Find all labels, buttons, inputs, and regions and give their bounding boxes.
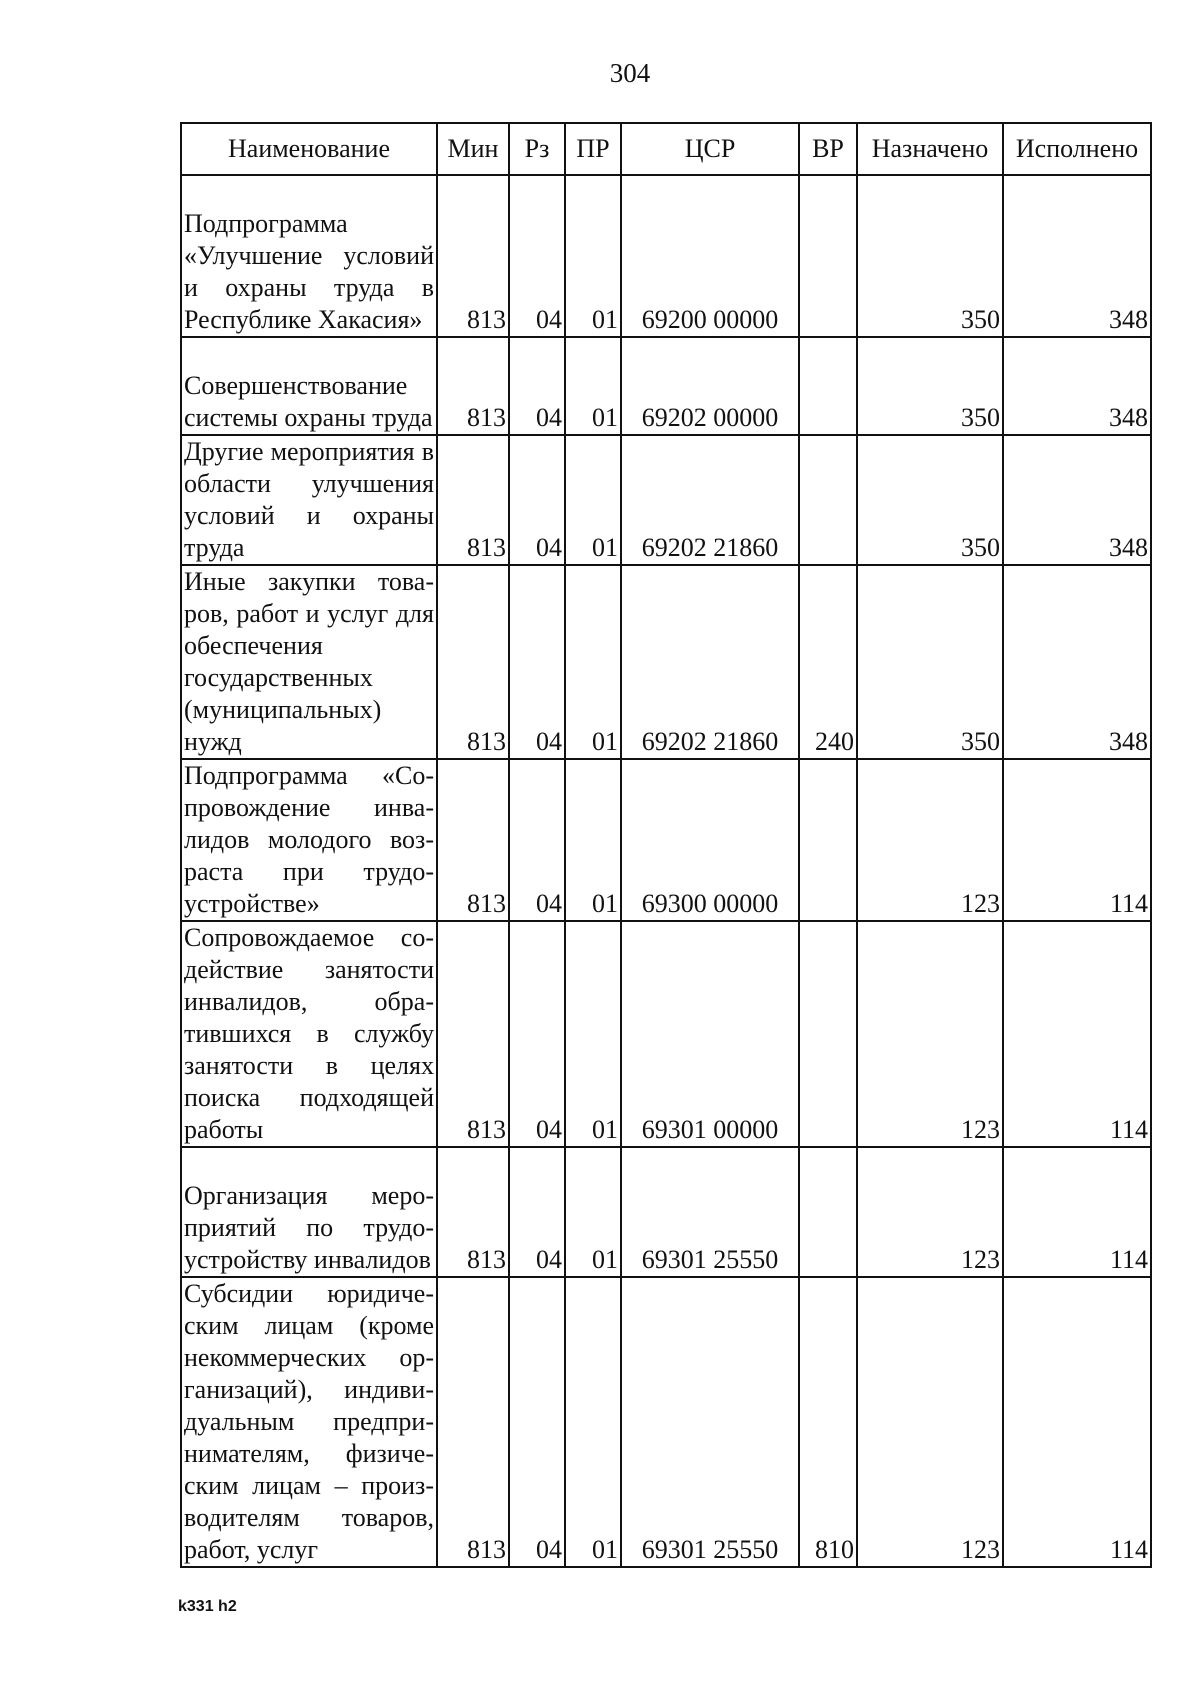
table-row (181, 435, 1151, 565)
cell-csr: 69301 25550 (621, 1277, 799, 1567)
table-row (181, 565, 1151, 759)
header-assigned: Назначено (857, 123, 1003, 175)
header-min: Мин (437, 123, 509, 175)
cell-rz: 04 (509, 565, 565, 759)
cell-rz: 04 (509, 435, 565, 565)
table-row (181, 1147, 1151, 1277)
cell-min: 813 (437, 759, 509, 921)
header-pr: ПР (565, 123, 621, 175)
table-row (181, 175, 1151, 337)
cell-assigned: 350 (857, 435, 1003, 565)
cell-assigned: 350 (857, 337, 1003, 435)
table-row (181, 337, 1151, 435)
cell-vr (799, 175, 857, 337)
cell-vr: 240 (799, 565, 857, 759)
cell-pr: 01 (565, 565, 621, 759)
cell-csr: 69202 21860 (621, 435, 799, 565)
cell-assigned: 350 (857, 565, 1003, 759)
cell-name: Субсидии юридическим лицам (кроме некоммерческих организаций), индивидуальным предпринимателям, физическим лицам – производителям товаров, работ, услуг (181, 1277, 437, 1567)
cell-executed: 348 (1003, 175, 1151, 337)
budget-table (180, 122, 1152, 1568)
cell-min: 813 (437, 337, 509, 435)
cell-csr: 69301 00000 (621, 921, 799, 1147)
cell-executed: 114 (1003, 1147, 1151, 1277)
cell-min: 813 (437, 1147, 509, 1277)
cell-name: Организация мероприятий по трудоустройству инвалидов (181, 1147, 437, 1277)
cell-name: Подпрограмма «Улучшение условий и охраны труда в Республике Хакасия» (181, 175, 437, 337)
cell-min: 813 (437, 175, 509, 337)
header-executed: Исполнено (1003, 123, 1151, 175)
cell-rz: 04 (509, 1277, 565, 1567)
cell-assigned: 123 (857, 1277, 1003, 1567)
cell-pr: 01 (565, 1147, 621, 1277)
cell-assigned: 350 (857, 175, 1003, 337)
cell-rz: 04 (509, 175, 565, 337)
cell-name: Иные закупки товаров, работ и услуг для обеспечения государственных (муниципальных) нужд (181, 565, 437, 759)
cell-csr: 69202 21860 (621, 565, 799, 759)
cell-min: 813 (437, 435, 509, 565)
cell-vr (799, 921, 857, 1147)
cell-assigned: 123 (857, 1147, 1003, 1277)
cell-csr: 69200 00000 (621, 175, 799, 337)
cell-rz: 04 (509, 337, 565, 435)
cell-csr: 69301 25550 (621, 1147, 799, 1277)
table-row (181, 759, 1151, 921)
header-csr: ЦСР (621, 123, 799, 175)
cell-rz: 04 (509, 921, 565, 1147)
cell-min: 813 (437, 1277, 509, 1567)
cell-vr (799, 759, 857, 921)
cell-pr: 01 (565, 921, 621, 1147)
cell-vr (799, 1147, 857, 1277)
header-vr: ВР (799, 123, 857, 175)
cell-min: 813 (437, 921, 509, 1147)
cell-csr: 69300 00000 (621, 759, 799, 921)
cell-assigned: 123 (857, 921, 1003, 1147)
cell-name: Подпрограмма «Сопровождение инвалидов молодого возраста при трудоустройстве» (181, 759, 437, 921)
cell-vr: 810 (799, 1277, 857, 1567)
cell-min: 813 (437, 565, 509, 759)
cell-executed: 348 (1003, 435, 1151, 565)
page-number: 304 (609, 58, 651, 88)
cell-csr: 69202 00000 (621, 337, 799, 435)
cell-pr: 01 (565, 337, 621, 435)
cell-executed: 348 (1003, 565, 1151, 759)
table-row (181, 921, 1151, 1147)
header-name: Наименование (181, 123, 437, 175)
cell-pr: 01 (565, 435, 621, 565)
cell-name: Сопровождаемое содействие занятости инвалидов, обратившихся в службу занятости в целях поиска подходящей работы (181, 921, 437, 1147)
cell-executed: 114 (1003, 759, 1151, 921)
cell-executed: 114 (1003, 921, 1151, 1147)
cell-name: Совершенствование системы охраны труда (181, 337, 437, 435)
cell-pr: 01 (565, 1277, 621, 1567)
cell-rz: 04 (509, 1147, 565, 1277)
cell-pr: 01 (565, 175, 621, 337)
header-rz: Рз (509, 123, 565, 175)
cell-vr (799, 337, 857, 435)
table-header (181, 123, 1151, 175)
cell-executed: 114 (1003, 1277, 1151, 1567)
cell-executed: 348 (1003, 337, 1151, 435)
cell-pr: 01 (565, 759, 621, 921)
cell-rz: 04 (509, 759, 565, 921)
cell-assigned: 123 (857, 759, 1003, 921)
cell-name: Другие мероприятия в области улучшения условий и охраны труда (181, 435, 437, 565)
footer-code: k331 h2 (178, 1598, 237, 1615)
table-row (181, 1277, 1151, 1567)
cell-vr (799, 435, 857, 565)
